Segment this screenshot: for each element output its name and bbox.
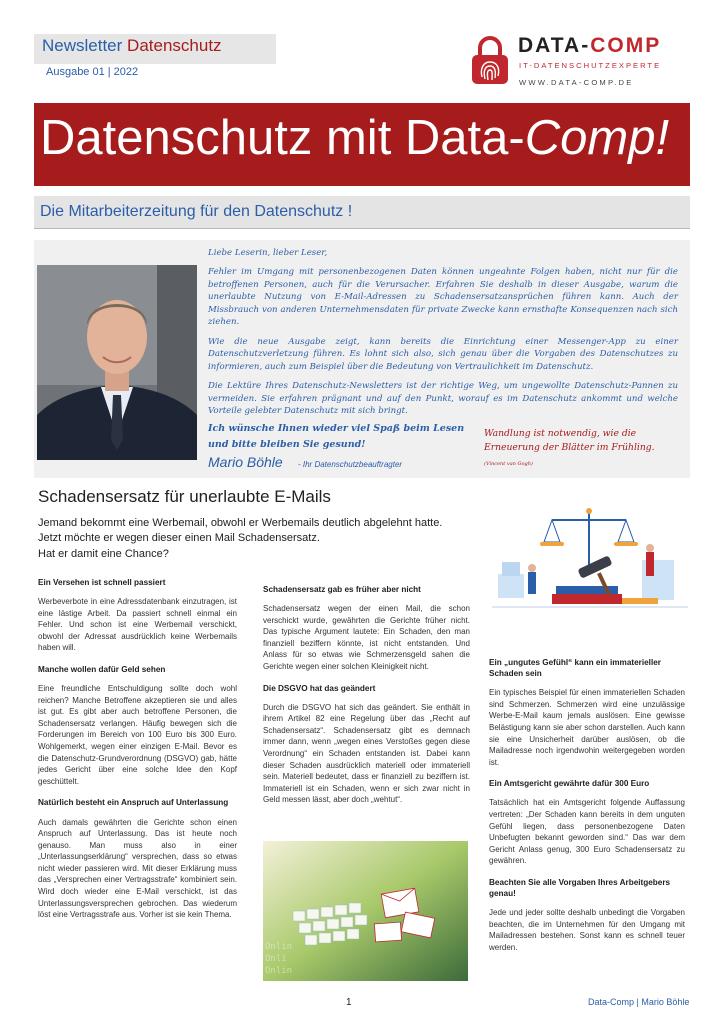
footer-credit: Data-Comp | Mario Böhle bbox=[588, 997, 690, 1007]
section-heading: Ein Versehen ist schnell passiert bbox=[38, 578, 166, 587]
newsletter-label bbox=[42, 36, 222, 56]
signature-name: Mario Böhle bbox=[208, 454, 283, 470]
section-text: Auch damals gewährten die Gerichte schon einen Anspruch auf Unterlassung. Das ist heute noch genauso. Man muss also in einer „Unterlassungserklärung“ versprechen, dass so etwas nicht wieder passieren wird. Mit dieser Erklärung muss das „Versprechen einer Vertragsstrafe“ kombiniert sein. Wird doch wieder eine E-Mail verschickt, ist das Unterlassungsversprechen gebrochen. Das wiederum löst eine Vertragsstrafe aus. Vorher ist sie kein Thema. bbox=[38, 817, 237, 920]
logo-wordmark bbox=[518, 34, 661, 58]
article-lead-line: Hat er damit eine Chance? bbox=[38, 547, 169, 560]
closing-wish bbox=[208, 421, 464, 452]
newsletter-word: Newsletter bbox=[42, 36, 123, 55]
section-heading: Manche wollen dafür Geld sehen bbox=[38, 665, 166, 675]
quote-line: Wandlung ist notwendig, wie die bbox=[484, 428, 637, 439]
svg-text:Onli: Onli bbox=[265, 954, 287, 964]
section-heading: Die DSGVO hat das geändert bbox=[263, 683, 376, 693]
fingerprint-lock-icon bbox=[470, 34, 510, 86]
banner-title bbox=[40, 110, 669, 166]
section-heading: Ein Amtsgericht gewährte dafür 300 Euro bbox=[489, 779, 650, 789]
section-text: Tatsächlich hat ein Amtsgericht folgende Auffassung vertreten: „Der Schaden kann bereits in dem unguten Gefühl liegen, dass personenbezogene Daten Unbefugten bekannt geworden sind.“ Das war dem Gericht Anlass genug, 300 Euro Schadensersatz zu gewähren. bbox=[489, 798, 685, 866]
section-text: Schadensersatz wegen der einen Mail, die schon verschickt wurde, gewährten die Gerichte früher nicht. Das typische Argument lautete: Ein Schaden, den man finanziell beziffern könnte, ist nicht entstanden. Und Anlass für so etwas wie Schmerzensgeld sahen die Gerichte wegen einer solchen Kleinigkeit nicht. bbox=[263, 604, 470, 672]
author-portrait bbox=[37, 265, 197, 460]
svg-text:Onlin: Onlin bbox=[265, 966, 293, 976]
article-lead-line: Jemand bekommt eine Werbemail, obwohl er Werbemails deutlich abgelehnt hatte. bbox=[38, 517, 443, 529]
editorial-paragraph: Fehler im Umgang mit personenbezogenen Daten können ungeahnte Folgen haben, nicht nur für die betroffenen Personen, auch für die Verursacher. Erfahren Sie deshalb in dieser Ausgabe, warum die unerlaubte Nutzung von E-Mail-Adressen zu Schadensersatzansprüchen führen kann. Auch der Missbrauch von anderen Unternehmensdaten für private Zwecke kann ernsthafte Konsequenzen nach sich ziehen. bbox=[208, 267, 678, 328]
page-number: 1 bbox=[346, 997, 352, 1008]
banner-title-italic: Comp! bbox=[524, 111, 670, 165]
article-column-3 bbox=[489, 657, 685, 963]
article-title: Schadensersatz für unerlaubte E-Mails bbox=[38, 487, 331, 506]
section-text: Jede und jeder sollte deshalb unbedingt die Vorgaben beachten, die im Unternehmen für den Umgang mit Mailadressen bestehen. Sonst kann es schnell teuer werden. bbox=[489, 908, 685, 952]
section-heading: Beachten Sie alle Vorgaben Ihres Arbeitgebers genau! bbox=[489, 877, 671, 898]
section-text: Ein typisches Beispiel für einen immateriellen Schaden sind Schmerzen. Schmerzen wird eine unzulässige Werbe-E-Mail kaum jemals auslösen. Eine gewisse Belästigung kann sie aber schon darstellen. Auch kann sie eine Unsicherheit darüber auslösen, ob die Mailadresse noch irgendwohin weitergegeben worden ist. bbox=[489, 688, 685, 767]
quote-line: Erneuerung der Blätter im Frühling. bbox=[484, 441, 655, 453]
closing-wish-line: Ich wünsche Ihnen wieder viel Spaß beim Lesen bbox=[208, 423, 465, 434]
article-column-1 bbox=[38, 577, 237, 931]
signature-role: - Ihr Datenschutzbeauftragter bbox=[298, 460, 403, 469]
issue-number: Ausgabe 01 | 2022 bbox=[46, 66, 139, 78]
newsletter-topic: Datenschutz bbox=[127, 36, 222, 55]
section-heading: Schadensersatz gab es früher aber nicht bbox=[263, 585, 421, 594]
editorial-paragraph: Die Lektüre Ihres Datenschutz-Newsletters ist der richtige Weg, um ungewollte Datenschutz-Pannen zu vermeiden. Sie erfahren prägnant und auf den Punkt, worauf es im Datenschutz ankommt und welche Vorteile gelebter Datenschutz mit sich bringt. bbox=[208, 381, 678, 416]
section-heading: Ein „ungutes Gefühl“ kann ein immaterieller Schaden sein bbox=[489, 658, 661, 679]
email-keyboard-image bbox=[263, 841, 468, 981]
logo-url: WWW.DATA-COMP.DE bbox=[519, 78, 634, 87]
subtitle: Die Mitarbeiterzeitung für den Datenschutz ! bbox=[40, 203, 353, 220]
section-text: Durch die DSGVO hat sich das geändert. Sie enthält in ihrem Artikel 82 eine Regelung über das „Recht auf Schadensersatz“. Schadensersatz gibt es demnach immer dann, wenn „wegen eines Verstoßes gegen diese Verordnung“ ein Schaden entstanden ist. Dabei kann dieser Schaden ausdrücklich materiell oder immateriell sein. Materiell bedeutet, dass er finanziell zu beziffern ist. Immateriell ist ein Schaden, wenn er sich zwar nicht in Geld messen lässt, aber doch „wehtut“. bbox=[263, 702, 470, 805]
section-heading: Natürlich besteht ein Anspruch auf Unterlassung bbox=[38, 798, 229, 808]
editorial-text bbox=[208, 247, 678, 424]
editorial-paragraph: Wie die neue Ausgabe zeigt, kann bereits die Einrichtung einer Messenger-App zu einer Datenschutzverletzung führen. Es lohnt sich also, sich genau über die Vorgaben des Datenschutzes zu informieren, auch zum Beispiel über die Bedeutung von Vertraulichkeit im Datenschutz. bbox=[208, 336, 678, 372]
closing-wish-line: und bitte bleiben Sie gesund! bbox=[208, 438, 366, 450]
quote-source: (Vincent van Gogh) bbox=[484, 461, 533, 467]
article-column-2 bbox=[263, 584, 470, 816]
editorial-greeting: Liebe Leserin, lieber Leser, bbox=[208, 248, 328, 258]
logo-name-part1: DATA- bbox=[518, 34, 591, 57]
justice-illustration bbox=[492, 502, 688, 618]
article-lead-line: Jetzt möchte er wegen dieser einen Mail Schadensersatz. bbox=[38, 532, 320, 545]
banner-title-main: Datenschutz mit Data- bbox=[40, 111, 525, 165]
svg-text:Onlin: Onlin bbox=[265, 942, 293, 952]
section-text: Eine freundliche Entschuldigung sollte doch wohl reichen? Manche Betroffene akzeptieren sie und alles ist gut. Es gibt aber auch betroffene Personen, die Schadensersatz verlangen. Häufig bewegen sich die Forderungen im Bereich von 100 Euro bis 300 Euro. Wohlgemerkt, wegen einer einzigen E-Mail. Bevor es die Datenschutz-Grundverordnung (DSGVO) gab, hätte jedes Gericht über eine solche Idee den Kopf geschüttelt. bbox=[38, 684, 237, 786]
section-text: Werbeverbote in eine Adressdatenbank einzutragen, ist eine lästige Arbeit. Da passiert schnell einmal ein Fehler. Und schon ist eine Werbemail verschickt, obwohl der Adressat ausdrücklich keine Werbemails haben will. bbox=[38, 597, 237, 653]
logo-tagline: IT-DATENSCHUTZEXPERTE bbox=[519, 61, 662, 70]
quote bbox=[484, 427, 655, 455]
article-lead bbox=[38, 516, 478, 562]
logo-name-part2: COMP bbox=[590, 34, 662, 57]
